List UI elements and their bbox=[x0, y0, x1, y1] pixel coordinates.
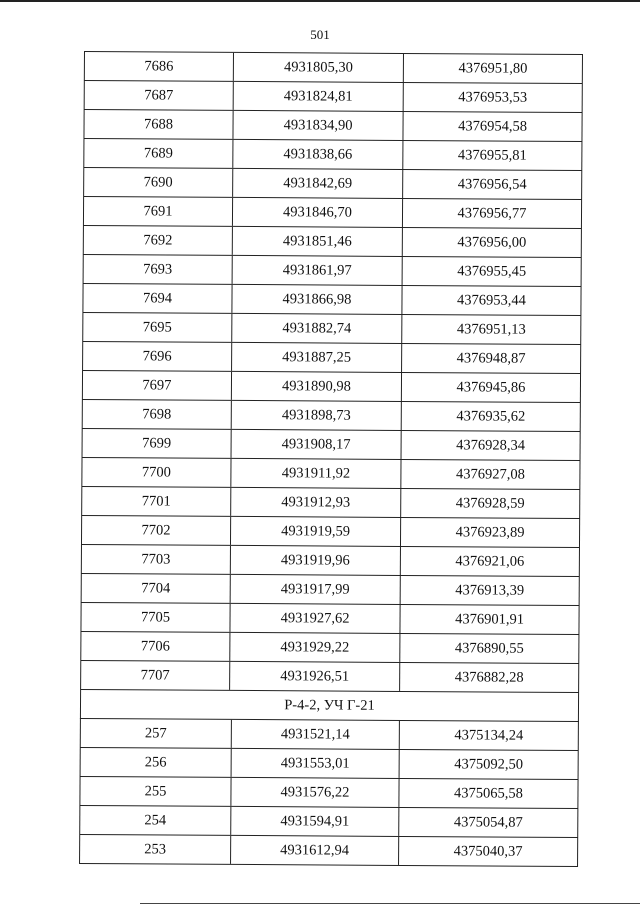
table-row bbox=[83, 139, 582, 171]
x-coordinate-cell: 4931926,51 bbox=[230, 662, 400, 691]
point-number-cell: 7691 bbox=[83, 197, 233, 226]
x-coordinate-cell: 4931887,25 bbox=[232, 343, 402, 372]
table-row bbox=[82, 342, 581, 374]
point-number-cell: 7703 bbox=[81, 545, 231, 574]
x-coordinate-cell: 4931553,01 bbox=[232, 749, 400, 778]
section-rows-container bbox=[79, 719, 579, 867]
table-row bbox=[83, 197, 582, 229]
point-number-cell: 7699 bbox=[82, 429, 232, 458]
point-number-cell: 7707 bbox=[80, 661, 230, 690]
y-coordinate-cell: 4376956,77 bbox=[403, 199, 582, 228]
y-coordinate-cell: 4375134,24 bbox=[400, 721, 579, 750]
x-coordinate-cell: 4931846,70 bbox=[233, 198, 403, 227]
table-row bbox=[84, 81, 583, 113]
y-coordinate-cell: 4376955,45 bbox=[403, 257, 582, 286]
x-coordinate-cell: 4931594,91 bbox=[231, 807, 399, 836]
point-number-cell: 7690 bbox=[83, 168, 233, 197]
table-row bbox=[79, 806, 578, 838]
y-coordinate-cell: 4376928,59 bbox=[401, 489, 580, 518]
point-number-cell: 7693 bbox=[83, 255, 233, 284]
table-row bbox=[80, 719, 579, 751]
point-number-cell: 7702 bbox=[81, 516, 231, 545]
table-row bbox=[82, 284, 581, 316]
table-row bbox=[79, 777, 578, 809]
table-row bbox=[79, 835, 578, 867]
x-coordinate-cell: 4931912,93 bbox=[231, 488, 401, 517]
section-title-row: Р-4-2, УЧ Г-21 bbox=[80, 690, 579, 722]
y-coordinate-cell: 4376890,55 bbox=[400, 634, 579, 663]
point-number-cell: 7689 bbox=[83, 139, 233, 168]
y-coordinate-cell: 4376955,81 bbox=[403, 141, 582, 170]
point-number-cell: 255 bbox=[79, 777, 231, 806]
table-row bbox=[82, 400, 581, 432]
point-number-cell: 257 bbox=[80, 719, 232, 748]
point-number-cell: 7695 bbox=[82, 313, 232, 342]
x-coordinate-cell: 4931919,59 bbox=[231, 517, 401, 546]
y-coordinate-cell: 4376913,39 bbox=[401, 576, 580, 605]
table-row bbox=[83, 168, 582, 200]
y-coordinate-cell: 4376951,80 bbox=[404, 54, 583, 83]
bottom-rule bbox=[140, 903, 640, 904]
x-coordinate-cell: 4931919,96 bbox=[231, 546, 401, 575]
y-coordinate-cell: 4376956,54 bbox=[403, 170, 582, 199]
point-number-cell: 7692 bbox=[83, 226, 233, 255]
point-number-cell: 7697 bbox=[82, 371, 232, 400]
x-coordinate-cell: 4931576,22 bbox=[231, 778, 399, 807]
x-coordinate-cell: 4931927,62 bbox=[230, 604, 400, 633]
y-coordinate-cell: 4376945,86 bbox=[402, 373, 581, 402]
point-number-cell: 7696 bbox=[82, 342, 232, 371]
y-coordinate-cell: 4376951,13 bbox=[402, 315, 581, 344]
table-row bbox=[80, 632, 579, 664]
point-number-cell: 7705 bbox=[80, 603, 230, 632]
table-row bbox=[82, 371, 581, 403]
x-coordinate-cell: 4931824,81 bbox=[234, 82, 404, 111]
y-coordinate-cell: 4376927,08 bbox=[401, 460, 580, 489]
y-coordinate-cell: 4376923,89 bbox=[401, 518, 580, 547]
top-rule bbox=[0, 0, 640, 2]
point-number-cell: 253 bbox=[79, 835, 231, 864]
x-coordinate-cell: 4931842,69 bbox=[233, 169, 403, 198]
table-row bbox=[82, 313, 581, 345]
table-row bbox=[82, 429, 581, 461]
table-row bbox=[81, 487, 580, 519]
point-number-cell: 256 bbox=[80, 748, 232, 777]
x-coordinate-cell: 4931917,99 bbox=[231, 575, 401, 604]
x-coordinate-cell: 4931929,22 bbox=[230, 633, 400, 662]
y-coordinate-cell: 4376956,00 bbox=[403, 228, 582, 257]
point-number-cell: 254 bbox=[79, 806, 231, 835]
y-coordinate-cell: 4376953,53 bbox=[404, 83, 583, 112]
page-number: 501 bbox=[310, 27, 330, 42]
table-row bbox=[83, 110, 582, 142]
x-coordinate-cell: 4931890,98 bbox=[232, 372, 402, 401]
y-coordinate-cell: 4376935,62 bbox=[402, 402, 581, 431]
table-row bbox=[80, 603, 579, 635]
y-coordinate-cell: 4376901,91 bbox=[400, 605, 579, 634]
x-coordinate-cell: 4931805,30 bbox=[234, 53, 404, 82]
point-number-cell: 7686 bbox=[84, 52, 234, 81]
x-coordinate-cell: 4931834,90 bbox=[233, 111, 403, 140]
x-coordinate-cell: 4931521,14 bbox=[232, 720, 400, 749]
table-row bbox=[83, 226, 582, 258]
y-coordinate-cell: 4376954,58 bbox=[403, 112, 582, 141]
y-coordinate-cell: 4375065,58 bbox=[399, 779, 578, 808]
x-coordinate-cell: 4931838,66 bbox=[233, 140, 403, 169]
y-coordinate-cell: 4375054,87 bbox=[399, 808, 578, 837]
table-row bbox=[80, 661, 579, 693]
point-number-cell: 7700 bbox=[81, 458, 231, 487]
point-number-cell: 7704 bbox=[81, 574, 231, 603]
rows-container bbox=[80, 51, 583, 693]
y-coordinate-cell: 4376953,44 bbox=[402, 286, 581, 315]
table-row bbox=[81, 458, 580, 490]
y-coordinate-cell: 4375040,37 bbox=[399, 837, 578, 866]
y-coordinate-cell: 4375092,50 bbox=[400, 750, 579, 779]
x-coordinate-cell: 4931612,94 bbox=[231, 836, 399, 865]
table-row bbox=[81, 545, 580, 577]
y-coordinate-cell: 4376921,06 bbox=[401, 547, 580, 576]
point-number-cell: 7701 bbox=[81, 487, 231, 516]
y-coordinate-cell: 4376882,28 bbox=[400, 663, 579, 692]
point-number-cell: 7687 bbox=[84, 81, 234, 110]
y-coordinate-cell: 4376928,34 bbox=[402, 431, 581, 460]
table-row bbox=[80, 748, 579, 780]
x-coordinate-cell: 4931851,46 bbox=[233, 227, 403, 256]
table-row bbox=[81, 574, 580, 606]
point-number-cell: 7706 bbox=[80, 632, 230, 661]
table-row bbox=[84, 51, 583, 84]
table-row bbox=[81, 516, 580, 548]
point-number-cell: 7698 bbox=[82, 400, 232, 429]
table-row bbox=[83, 255, 582, 287]
coordinates-table bbox=[79, 51, 583, 867]
x-coordinate-cell: 4931908,17 bbox=[232, 430, 402, 459]
point-number-cell: 7688 bbox=[83, 110, 233, 139]
x-coordinate-cell: 4931882,74 bbox=[232, 314, 402, 343]
x-coordinate-cell: 4931911,92 bbox=[231, 459, 401, 488]
x-coordinate-cell: 4931898,73 bbox=[232, 401, 402, 430]
y-coordinate-cell: 4376948,87 bbox=[402, 344, 581, 373]
x-coordinate-cell: 4931866,98 bbox=[232, 285, 402, 314]
point-number-cell: 7694 bbox=[82, 284, 232, 313]
x-coordinate-cell: 4931861,97 bbox=[233, 256, 403, 285]
